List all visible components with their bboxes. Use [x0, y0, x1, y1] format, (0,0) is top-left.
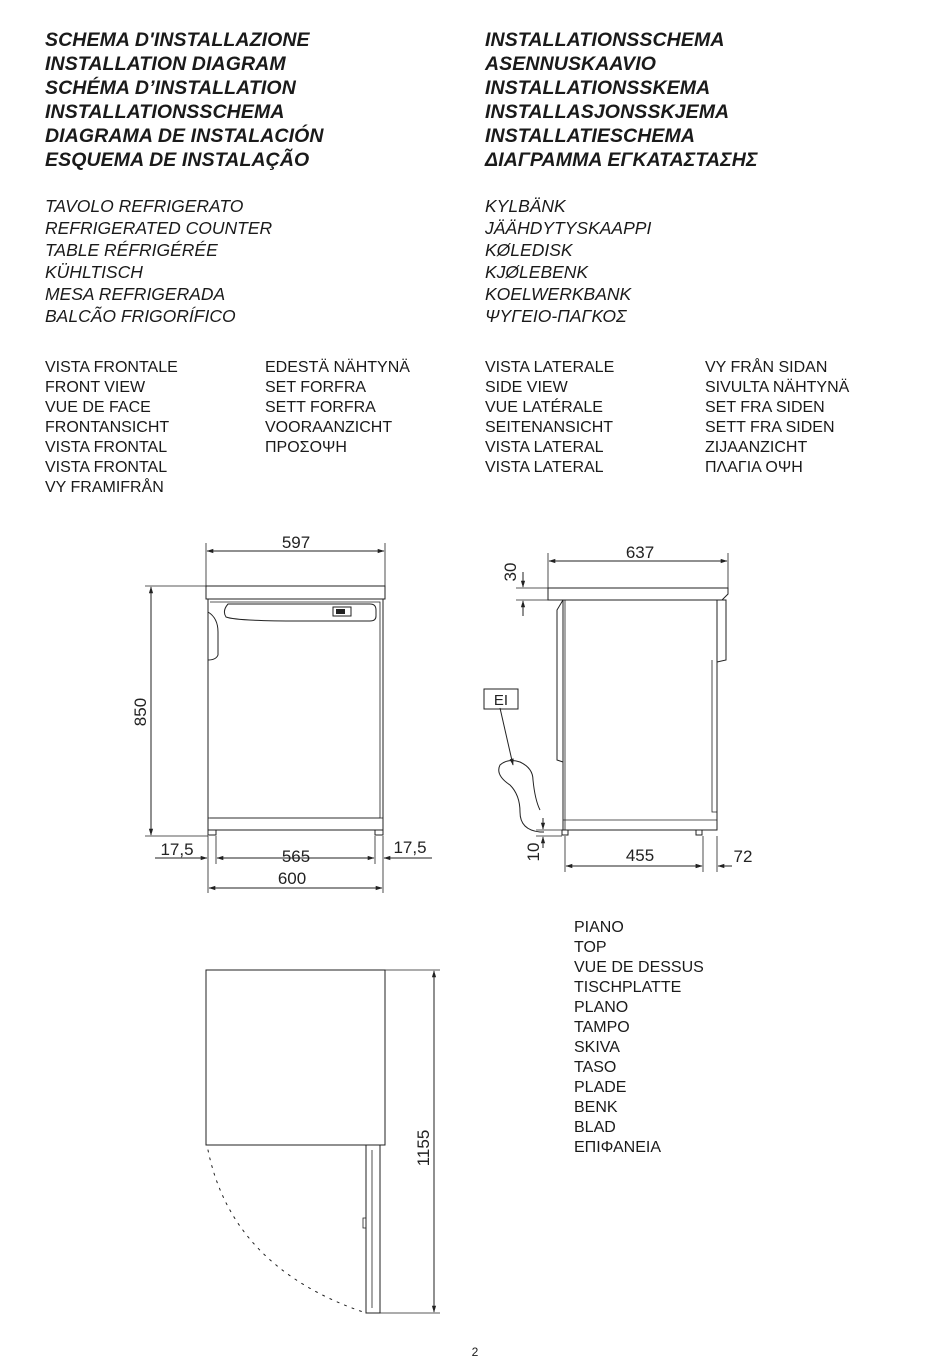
top-view-drawing — [206, 970, 440, 1313]
product-name: BALCÃO FRIGORÍFICO — [45, 306, 236, 326]
view-label: SEITENANSICHT — [485, 419, 614, 436]
front-foot-left — [208, 830, 216, 835]
view-label: VY FRÅN SIDAN — [705, 359, 828, 376]
front-foot-right — [375, 830, 383, 835]
front-cabinet — [208, 599, 383, 830]
side-door-profile — [557, 600, 563, 762]
product-name: TAVOLO REFRIGERATO — [45, 196, 244, 216]
front-door-handle — [224, 604, 376, 621]
view-label: VISTA LATERAL — [485, 439, 604, 456]
ei-pointer — [500, 708, 513, 765]
dim-text-1155: 1155 — [414, 1129, 433, 1167]
view-label: VISTA FRONTAL — [45, 459, 168, 476]
product-name: TABLE RÉFRIGÉRÉE — [45, 240, 218, 260]
view-label: TOP — [574, 939, 607, 956]
title-line: INSTALLATIONSSKEMA — [485, 77, 711, 99]
ei-label: EI — [493, 692, 509, 709]
dim-text-637: 637 — [625, 543, 655, 562]
view-label: FRONT VIEW — [45, 379, 146, 396]
front-hinge — [208, 612, 218, 660]
view-label: VISTA FRONTALE — [45, 359, 178, 376]
view-label: ΕΠΙΦΑΝΕΙΑ — [574, 1139, 661, 1156]
product-name: JÄÄHDYTYSKAAPPI — [485, 218, 652, 238]
product-name: KÜHLTISCH — [45, 262, 143, 282]
product-name: KØLEDISK — [485, 240, 573, 260]
title-line: ASENNUSKAAVIO — [485, 53, 657, 75]
view-label: FRONTANSICHT — [45, 419, 170, 436]
power-cable — [499, 761, 544, 832]
dim-text-455: 455 — [625, 846, 655, 865]
dim-text-565: 565 — [281, 847, 311, 866]
side-worktop — [548, 588, 728, 600]
view-label: TISCHPLATTE — [574, 979, 682, 996]
title-line: INSTALLATIONSSCHEMA — [485, 29, 725, 51]
side-foot-front — [562, 830, 568, 835]
view-label: VISTA FRONTAL — [45, 439, 168, 456]
title-line: ESQUEMA DE INSTALAÇÃO — [45, 149, 310, 171]
view-label: PLANO — [574, 999, 629, 1016]
product-name: REFRIGERATED COUNTER — [45, 218, 273, 238]
side-foot-rear — [696, 830, 702, 835]
view-label: SET FORFRA — [265, 379, 367, 396]
view-label: VY FRAMIFRÅN — [45, 479, 164, 496]
view-label: VISTA LATERALE — [485, 359, 615, 376]
dim-text-850: 850 — [131, 697, 150, 727]
title-line: INSTALLASJONSSKJEMA — [485, 101, 730, 123]
view-label: SKIVA — [574, 1039, 620, 1056]
title-line: INSTALLATION DIAGRAM — [45, 53, 286, 75]
product-name: ΨΥΓΕΙΟ-ΠΑΓΚΟΣ — [485, 306, 627, 326]
view-label: PIANO — [574, 919, 624, 936]
top-worktop — [206, 970, 385, 1145]
dim-text-597: 597 — [281, 533, 311, 552]
page-number: 2 — [471, 1345, 479, 1359]
view-label: BLAD — [574, 1119, 616, 1136]
dim-text-17-5-left: 17,5 — [160, 840, 194, 859]
title-line: INSTALLATIONSSCHEMA — [45, 101, 285, 123]
view-label: ZIJAANZICHT — [705, 439, 808, 456]
product-name: MESA REFRIGERADA — [45, 284, 226, 304]
view-label: VUE DE FACE — [45, 399, 151, 416]
view-label: SETT FRA SIDEN — [705, 419, 835, 436]
product-name: KJØLEBENK — [485, 262, 589, 282]
view-label: VUE DE DESSUS — [574, 959, 704, 976]
dim-text-10: 10 — [524, 842, 543, 862]
door-swing-arc — [208, 1150, 366, 1313]
title-line: DIAGRAMA DE INSTALACIÓN — [45, 125, 324, 147]
view-label: PLADE — [574, 1079, 627, 1096]
view-label: BENK — [574, 1099, 618, 1116]
front-worktop — [206, 586, 385, 599]
product-name: KOELWERKBANK — [485, 284, 632, 304]
title-line: SCHEMA D'INSTALLAZIONE — [45, 29, 310, 51]
side-cabinet — [563, 600, 717, 830]
title-line: INSTALLATIESCHEMA — [485, 125, 696, 147]
view-label: SIVULTA NÄHTYNÄ — [705, 379, 850, 396]
view-label: ΠΛΑΓΙΑ ΟΨΗ — [705, 459, 803, 476]
view-label: ΠΡΟΣΟΨΗ — [265, 439, 347, 456]
dim-text-17-5-right: 17,5 — [393, 838, 427, 857]
side-view-drawing — [484, 553, 732, 872]
dim-text-72: 72 — [733, 847, 753, 866]
product-name: KYLBÄNK — [485, 196, 566, 216]
view-label: SETT FORFRA — [265, 399, 376, 416]
view-label: VOORAANZICHT — [265, 419, 393, 436]
view-label: TASO — [574, 1059, 617, 1076]
view-label: VISTA LATERAL — [485, 459, 604, 476]
dim-text-600: 600 — [277, 869, 307, 888]
title-line: ΔΙΑΓΡΑΜΜΑ ΕΓΚΑΤΑΣΤΑΣΗΣ — [485, 149, 758, 171]
view-label: SET FRA SIDEN — [705, 399, 825, 416]
side-rear-panel — [717, 600, 726, 662]
view-label: TAMPO — [574, 1019, 630, 1036]
title-line: SCHÉMA D’INSTALLATION — [45, 77, 296, 99]
view-label: EDESTÄ NÄHTYNÄ — [265, 359, 410, 376]
view-label: VUE LATÉRALE — [485, 399, 603, 416]
view-label: SIDE VIEW — [485, 379, 568, 396]
top-open-door — [366, 1145, 380, 1313]
dim-text-30: 30 — [501, 562, 520, 582]
